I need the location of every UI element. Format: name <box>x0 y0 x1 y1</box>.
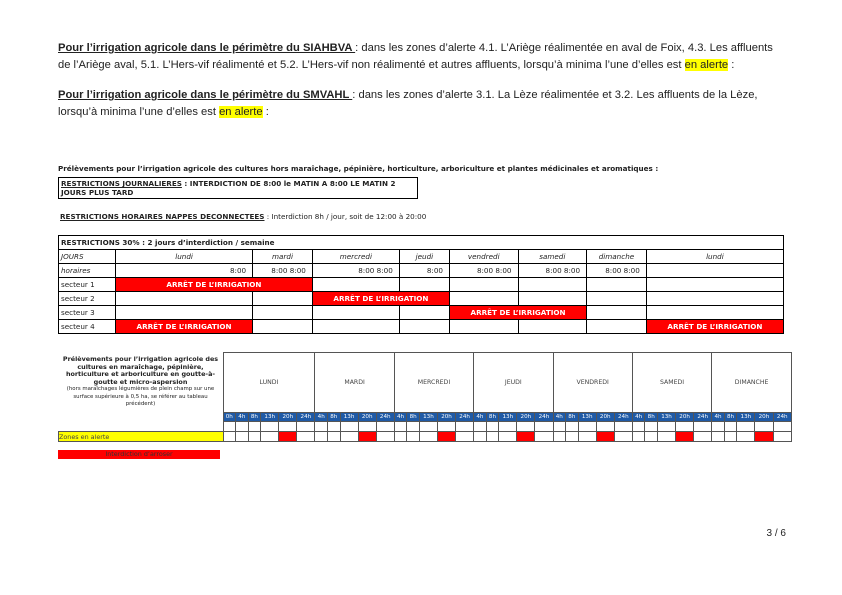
restrictions-30-table <box>58 235 784 334</box>
horaires-label: horaires <box>59 264 116 278</box>
zone-cell <box>737 432 755 442</box>
slot-cell <box>535 422 553 432</box>
restrictions-30-title: RESTRICTIONS 30% : 2 jours d’interdiction / semaine <box>59 236 784 250</box>
sector-3-arret: ARRÊT DE L’IRRIGATION <box>449 306 586 320</box>
hour-cell: 13h <box>261 413 279 422</box>
interdiction-cell <box>437 432 455 442</box>
zone-cell <box>407 432 420 442</box>
zone-cell <box>223 432 236 442</box>
hour-cell: 24h <box>376 413 394 422</box>
slot-cell <box>578 422 596 432</box>
siahbva-end: : <box>728 58 735 71</box>
interdiction-cell <box>755 432 773 442</box>
zone-cell <box>712 432 725 442</box>
hour-cell: 20h <box>755 413 773 422</box>
slot-cell <box>419 422 437 432</box>
zone-cell <box>566 432 579 442</box>
interdiction-cell <box>358 432 376 442</box>
day-lundi: lundi <box>116 250 253 264</box>
smvahl-paragraph <box>58 87 786 120</box>
siahbva-paragraph <box>58 40 786 73</box>
legend-interdiction: Interdiction d’arroser <box>58 450 220 459</box>
restrictions-journalieres-label: RESTRICTIONS JOURNALIERES <box>61 179 182 188</box>
slot-cell <box>456 422 474 432</box>
time-cell: 8:00 <box>399 264 449 278</box>
hour-cell: 4h <box>712 413 725 422</box>
sector-4-arret-end: ARRÊT DE L’IRRIGATION <box>646 320 783 334</box>
time-cell <box>646 264 783 278</box>
time-cell: 8:00 8:00 <box>518 264 587 278</box>
zone-cell <box>657 432 675 442</box>
slot-cell <box>297 422 315 432</box>
interdiction-cell <box>676 432 694 442</box>
day-header: SAMEDI <box>632 353 711 413</box>
hour-cell: 24h <box>773 413 792 422</box>
zone-cell <box>261 432 279 442</box>
slot-cell <box>553 422 566 432</box>
slot-cell <box>407 422 420 432</box>
hour-cell: 13h <box>578 413 596 422</box>
day-jeudi: jeudi <box>399 250 449 264</box>
hour-cell: 4h <box>553 413 566 422</box>
siahbva-highlight: en alerte <box>684 58 729 71</box>
time-cell: 8:00 <box>116 264 253 278</box>
slot-cell <box>474 422 487 432</box>
zone-cell <box>376 432 394 442</box>
interdiction-cell <box>596 432 614 442</box>
slot-row <box>59 422 792 432</box>
time-cell: 8:00 8:00 <box>253 264 313 278</box>
zones-en-alerte-row <box>59 432 792 442</box>
table2-heading-cell <box>59 353 224 413</box>
sector-4-label: secteur 4 <box>59 320 116 334</box>
day-vendredi: vendredi <box>449 250 518 264</box>
zone-cell <box>724 432 737 442</box>
zone-cell <box>248 432 261 442</box>
hour-cell: 8h <box>248 413 261 422</box>
day-header: JEUDI <box>474 353 553 413</box>
slot-cell <box>724 422 737 432</box>
slot-cell <box>261 422 279 432</box>
jours-label: JOURS <box>59 250 116 264</box>
day-header: DIMANCHE <box>712 353 792 413</box>
zone-cell <box>456 432 474 442</box>
zone-cell <box>632 432 645 442</box>
slot-cell <box>596 422 614 432</box>
hour-cell: 13h <box>419 413 437 422</box>
slot-cell <box>315 422 328 432</box>
hour-cell: 13h <box>737 413 755 422</box>
slot-cell <box>358 422 376 432</box>
slot-cell <box>645 422 658 432</box>
slot-cell <box>694 422 712 432</box>
smvahl-end: : <box>262 105 269 118</box>
slot-cell <box>632 422 645 432</box>
sector-3-label: secteur 3 <box>59 306 116 320</box>
hour-cell: 4h <box>394 413 407 422</box>
slot-cell <box>614 422 632 432</box>
time-cell: 8:00 8:00 <box>449 264 518 278</box>
restrictions-journalieres-text: : INTERDICTION DE 8:00 le MATIN A 8:00 LE MATIN 2 JOURS PLUS TARD <box>61 179 396 197</box>
zone-cell <box>236 432 249 442</box>
hour-cell: 13h <box>340 413 358 422</box>
slot-cell <box>376 422 394 432</box>
day-header: LUNDI <box>223 353 315 413</box>
day-mercredi: mercredi <box>312 250 399 264</box>
slot-cell <box>223 422 236 432</box>
interdiction-cell <box>279 432 297 442</box>
hour-cell: 13h <box>499 413 517 422</box>
zone-cell <box>486 432 499 442</box>
day-lundi-next: lundi <box>646 250 783 264</box>
slot-cell <box>394 422 407 432</box>
hour-cell: 24h <box>614 413 632 422</box>
slot-cell <box>712 422 725 432</box>
slot-cell <box>755 422 773 432</box>
slot-cell <box>486 422 499 432</box>
restrictions-journalieres-box <box>58 177 418 199</box>
hour-cell: 4h <box>236 413 249 422</box>
hour-cell: 20h <box>517 413 535 422</box>
hour-cell: 20h <box>676 413 694 422</box>
table2-heading: Prélèvements pour l’irrigation agricole des cultures en maraîchage, pépinière, horticulture et arboriculture en goutte-à-goutte et micro-aspersion <box>62 355 219 386</box>
sector-4-arret-start: ARRÊT DE L’IRRIGATION <box>116 320 253 334</box>
day-header: MERCREDI <box>394 353 473 413</box>
slot-cell <box>566 422 579 432</box>
hour-cell: 20h <box>279 413 297 422</box>
hour-cell: 4h <box>632 413 645 422</box>
hour-cell: 4h <box>474 413 487 422</box>
restrictions-horaires <box>60 212 426 221</box>
sector-1-arret: ARRÊT DE L’IRRIGATION <box>116 278 313 292</box>
zone-cell <box>315 432 328 442</box>
slot-cell <box>517 422 535 432</box>
hour-cell: 13h <box>657 413 675 422</box>
zone-cell <box>394 432 407 442</box>
goutte-a-goutte-table <box>58 352 792 442</box>
zone-cell <box>535 432 553 442</box>
hour-cell: 24h <box>456 413 474 422</box>
day-samedi: samedi <box>518 250 587 264</box>
sector-2-label: secteur 2 <box>59 292 116 306</box>
siahbva-lead: Pour l’irrigation agricole dans le périmètre du SIAHBVA <box>58 42 356 54</box>
day-dimanche: dimanche <box>587 250 647 264</box>
smvahl-lead: Pour l’irrigation agricole dans le périmètre du SMVAHL <box>58 89 353 101</box>
zone-cell <box>297 432 315 442</box>
slot-cell <box>327 422 340 432</box>
slot-cell <box>437 422 455 432</box>
slot-cell <box>248 422 261 432</box>
hour-cell: 8h <box>327 413 340 422</box>
hour-cell: 20h <box>596 413 614 422</box>
zone-cell <box>773 432 792 442</box>
hour-cell: 8h <box>645 413 658 422</box>
zone-cell <box>614 432 632 442</box>
restrictions-horaires-label: RESTRICTIONS HORAIRES NAPPES DECONNECTEES <box>60 212 265 221</box>
hour-cell: 24h <box>535 413 553 422</box>
zone-cell <box>645 432 658 442</box>
zone-cell <box>578 432 596 442</box>
table2-note: (hors maraîchages légumières de plein champ sur une surface supérieure à 0,5 ha, se référer au tableau précédent) <box>66 386 215 408</box>
time-cell: 8:00 8:00 <box>312 264 399 278</box>
restrictions-horaires-text: : Interdiction 8h / jour, soit de 12:00 à 20:00 <box>264 212 427 221</box>
slot-cell <box>737 422 755 432</box>
zone-cell <box>499 432 517 442</box>
siahbva-text: : dans les zones d’alerte 4.1. L’Ariège réalimentée en aval de Foix, 4.3. Les affluents de l’Ariège aval, 5.1. L’Hers-vif réalimenté et 5.2. L’Hers-vif non réalimenté et autres affluents, lorsqu’à minima l’une d’elles est <box>58 42 773 71</box>
slot-cell <box>676 422 694 432</box>
hour-cell: 4h <box>315 413 328 422</box>
page-number: 3 / 6 <box>766 528 786 539</box>
hour-cell: 8h <box>407 413 420 422</box>
zone-cell <box>419 432 437 442</box>
hour-cell: 24h <box>297 413 315 422</box>
zone-cell <box>474 432 487 442</box>
smvahl-highlight: en alerte <box>219 105 263 118</box>
hour-cell: 8h <box>724 413 737 422</box>
slot-cell <box>236 422 249 432</box>
slot-cell <box>657 422 675 432</box>
hour-cell: 0h <box>223 413 236 422</box>
hours-row <box>59 413 792 422</box>
hour-cell: 20h <box>358 413 376 422</box>
slot-cell <box>499 422 517 432</box>
zone-cell <box>694 432 712 442</box>
day-header: MARDI <box>315 353 394 413</box>
zone-cell <box>340 432 358 442</box>
hour-cell: 8h <box>486 413 499 422</box>
day-header: VENDREDI <box>553 353 632 413</box>
smvahl-text: : dans les zones d’alerte 3.1. La Lèze réalimentée et 3.2. Les affluents de la Lèze, lorsqu’à minima l’une d’elles est <box>58 89 758 118</box>
slot-cell <box>773 422 792 432</box>
zone-cell <box>327 432 340 442</box>
hour-cell: 24h <box>694 413 712 422</box>
slot-cell <box>279 422 297 432</box>
prelevements-title: Prélèvements pour l’irrigation agricole des cultures hors maraîchage, pépinière, horticulture, arboriculture et plantes médicinales et aromatiques : <box>58 164 659 173</box>
interdiction-cell <box>517 432 535 442</box>
sector-2-arret: ARRÊT DE L’IRRIGATION <box>312 292 449 306</box>
zone-cell <box>553 432 566 442</box>
slot-cell <box>340 422 358 432</box>
sector-1-label: secteur 1 <box>59 278 116 292</box>
zones-en-alerte-label: Zones en alerte <box>59 432 224 442</box>
day-mardi: mardi <box>253 250 313 264</box>
time-cell: 8:00 8:00 <box>587 264 647 278</box>
hour-cell: 8h <box>566 413 579 422</box>
hour-cell: 20h <box>437 413 455 422</box>
